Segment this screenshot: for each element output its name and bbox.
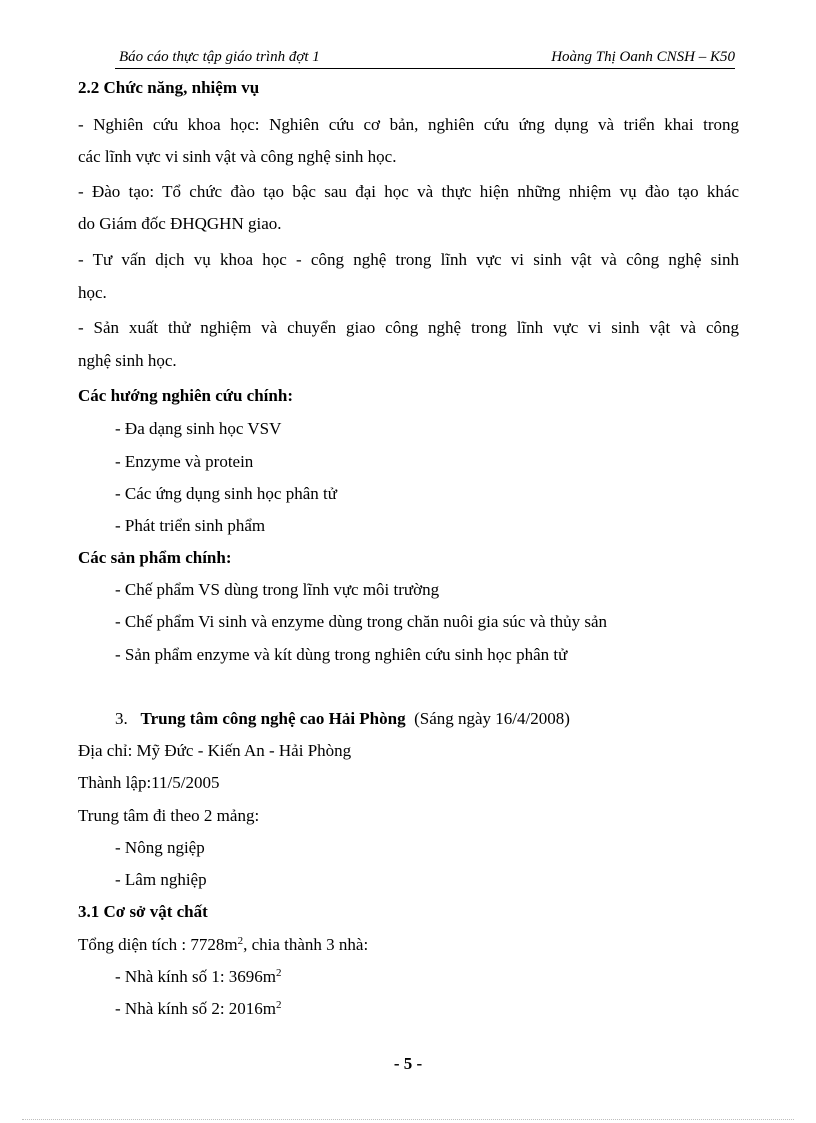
- greenhouse-2-superscript: 2: [276, 999, 282, 1011]
- founded-line: Thành lập:11/5/2005: [78, 773, 220, 792]
- greenhouse-1-text: - Nhà kính số 1: 3696m: [115, 967, 277, 986]
- research-directions-heading: Các hướng nghiên cứu chính:: [78, 386, 293, 405]
- section-3-heading: [115, 708, 570, 730]
- total-area-rest: , chia thành 3 nhà:: [243, 935, 369, 954]
- list-item: - Chế phẩm VS dùng trong lĩnh vực môi trường: [115, 580, 440, 599]
- greenhouse-1-line: [115, 966, 282, 988]
- list-item: - Nông ngiệp: [115, 838, 205, 857]
- page-header: [115, 48, 735, 69]
- greenhouse-2-text: - Nhà kính số 2: 2016m: [115, 999, 277, 1018]
- paragraph-research-line-2: các lĩnh vực vi sinh vật và công nghệ sinh học.: [78, 147, 397, 166]
- list-item: - Đa dạng sinh học VSV: [115, 419, 282, 438]
- paragraph-consulting-line-1: - Tư vấn dịch vụ khoa học - công nghệ trong lĩnh vực vi sinh vật và công nghệ sinh: [78, 250, 739, 269]
- paragraph-training-line-1: - Đào tạo: Tổ chức đào tạo bậc sau đại học và thực hiện những nhiệm vụ đào tạo khác: [78, 182, 739, 201]
- section-3-1-heading: 3.1 Cơ sở vật chất: [78, 902, 208, 921]
- header-author: Hoàng Thị Oanh CNSH – K50: [551, 49, 735, 65]
- section-3-title: Trung tâm công nghệ cao Hải Phòng: [140, 709, 406, 728]
- total-area-superscript: 2: [237, 935, 244, 947]
- header-report-title: Báo cáo thực tập giáo trình đợt 1: [119, 49, 320, 65]
- address-line: Địa chỉ: Mỹ Đức - Kiến An - Hải Phòng: [78, 741, 352, 760]
- list-item: - Enzyme và protein: [115, 452, 254, 471]
- paragraph-production-line-2: nghệ sinh học.: [78, 351, 177, 370]
- total-area-text: Tổng diện tích : 7728m: [78, 935, 238, 954]
- paragraph-production-line-1: - Sản xuất thử nghiệm và chuyển giao công nghệ trong lĩnh vực vi sinh vật và công: [78, 318, 739, 337]
- section-3-visit-note: (Sáng ngày 16/4/2008): [414, 709, 570, 728]
- paragraph-research-line-1: - Nghiên cứu khoa học: Nghiên cứu cơ bản, nghiên cứu ứng dụng và triển khai trong: [78, 115, 739, 134]
- main-products-heading: Các sản phẩm chính:: [78, 548, 232, 567]
- greenhouse-2-line: [115, 998, 282, 1020]
- list-item: - Chế phẩm Vi sinh và enzyme dùng trong chăn nuôi gia súc và thủy sản: [115, 612, 608, 631]
- total-area-line: [78, 934, 368, 956]
- areas-intro-line: Trung tâm đi theo 2 mảng:: [78, 806, 260, 825]
- paragraph-consulting-line-2: học.: [78, 283, 107, 302]
- paragraph-training-line-2: do Giám đốc ĐHQGHN giao.: [78, 214, 282, 233]
- page-bottom-divider: [22, 1119, 794, 1120]
- section-2-2-heading: 2.2 Chức năng, nhiệm vụ: [78, 78, 260, 97]
- list-item: - Sản phẩm enzyme và kít dùng trong nghiên cứu sinh học phân tử: [115, 645, 568, 664]
- list-item: - Các ứng dụng sinh học phân tử: [115, 484, 337, 503]
- page-number: - 5 -: [393, 1054, 423, 1073]
- list-item: - Phát triển sinh phẩm: [115, 516, 266, 535]
- list-item: - Lâm nghiệp: [115, 870, 207, 889]
- section-3-number: 3.: [115, 709, 128, 728]
- greenhouse-1-superscript: 2: [276, 967, 282, 979]
